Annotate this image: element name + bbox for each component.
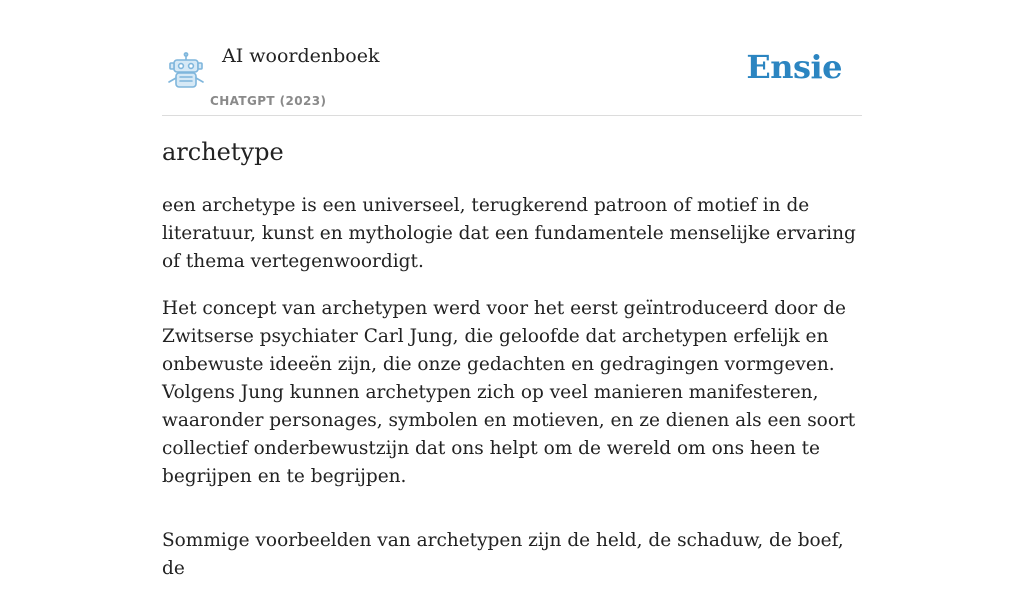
entry-page bbox=[162, 0, 862, 579]
definition-paragraph: Sommige voorbeelden van archetypen zijn de held, de schaduw, de boef, de bbox=[162, 530, 844, 579]
definition-paragraph: Het concept van archetypen werd voor het eerst geïntroduceerd door de Zwitserse psychiater Carl Jung, die geloofde dat archetypen erfelijk en onbewuste ideeën zijn, die onze gedachten en gedragingen vormgeven. Volgens Jung kunnen archetypen zich op veel manieren manifesteren, waaronder personages, symbolen en motieven, en ze dienen als een soort collectief onderbewustzijn dat ons helpt om de wereld om ons heen te begrijpen en te begrijpen. bbox=[162, 298, 856, 487]
robot-icon bbox=[165, 52, 207, 90]
source-title: AI woordenboek bbox=[222, 45, 380, 67]
ensie-logo[interactable]: Ensie bbox=[746, 48, 842, 86]
entry-term: archetype bbox=[162, 138, 284, 166]
entry-header bbox=[162, 0, 862, 116]
source-subtitle: CHATGPT (2023) bbox=[210, 94, 327, 108]
definition-paragraph: een archetype is een universeel, terugkerend patroon of motief in de literatuur, kunst en mythologie dat een fundamentele menselijke ervaring of thema vertegenwoordigt. bbox=[162, 195, 856, 272]
entry-definition bbox=[162, 192, 862, 602]
